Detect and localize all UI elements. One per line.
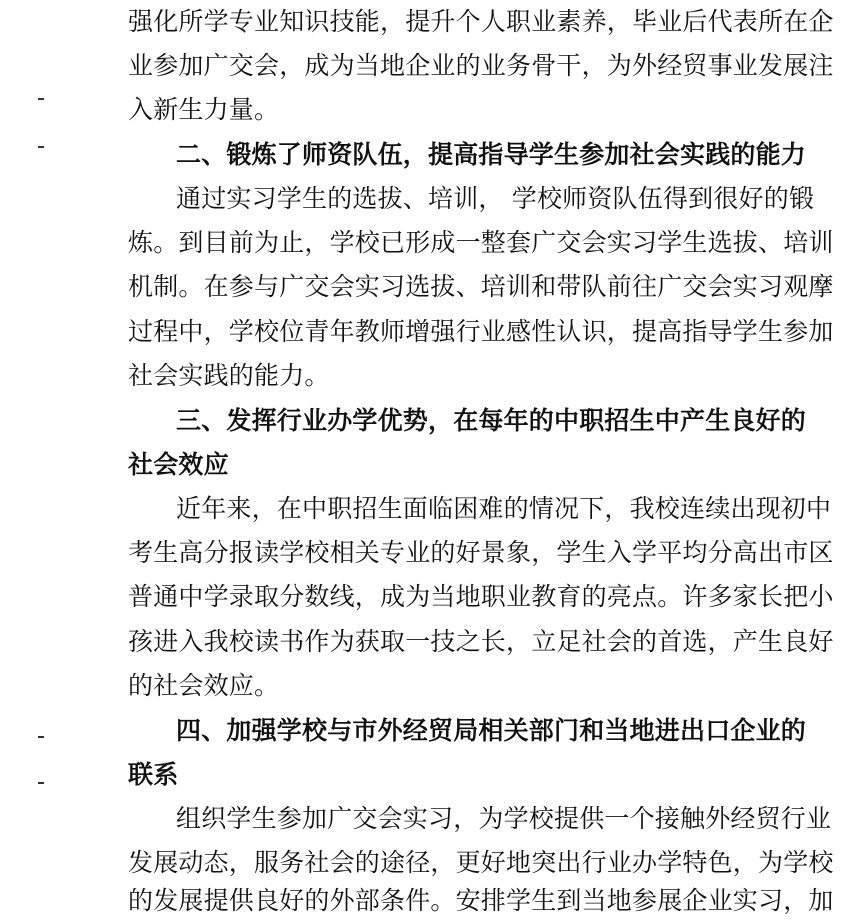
text-line: 的发展提供良好的外部条件。安排学生到当地参展企业实习，加: [128, 886, 834, 915]
text-line: 过程中，学校位青年教师增强行业感性认识，提高指导学生参加: [128, 317, 834, 346]
text-line: 入新生力量。: [128, 95, 280, 124]
section-heading-3: 三、发挥行业办学优势，在每年的中职招生中产生良好的: [176, 406, 807, 435]
section-heading-4: 四、加强学校与市外经贸局相关部门和当地进出口企业的: [176, 716, 807, 745]
text-line: 炼。到目前为止，学校已形成一整套广交会实习学生选拔、培训: [128, 228, 834, 257]
section-heading-3-cont: 社会效应: [128, 450, 229, 479]
text-line: 普通中学录取分数线，成为当地职业教育的亮点。许多家长把小: [128, 582, 834, 611]
text-line: 社会实践的能力。: [128, 361, 330, 390]
scan-mark: [38, 146, 44, 148]
scan-mark: [38, 736, 44, 738]
scan-mark: [38, 98, 44, 100]
text-line: 业参加广交会，成为当地企业的业务骨干，为外经贸事业发展注: [128, 51, 834, 80]
scan-mark: [38, 782, 44, 784]
text-line: 的社会效应。: [128, 671, 280, 700]
text-line: 机制。在参与广交会实习选拔、培训和带队前往广交会实习观摩: [128, 272, 834, 301]
text-line: 近年来，在中职招生面临困难的情况下，我校连续出现初中: [176, 494, 832, 523]
section-heading-2: 二、锻炼了师资队伍，提高指导学生参加社会实践的能力: [176, 140, 807, 169]
text-line: 考生高分报读学校相关专业的好景象，学生入学平均分高出市区: [128, 538, 834, 567]
text-line: 通过实习学生的选拔、培训， 学校师资队伍得到很好的锻: [176, 184, 815, 213]
text-line: 发展动态，服务社会的途径，更好地突出行业办学特色，为学校: [128, 848, 834, 877]
text-line: 组织学生参加广交会实习，为学校提供一个接触外经贸行业: [176, 804, 832, 833]
text-line: 强化所学专业知识技能，提升个人职业素养，毕业后代表所在企: [128, 7, 834, 36]
section-heading-4-cont: 联系: [128, 760, 179, 789]
text-line: 孩进入我校读书作为获取一技之长，立足社会的首选，产生良好: [128, 627, 834, 656]
